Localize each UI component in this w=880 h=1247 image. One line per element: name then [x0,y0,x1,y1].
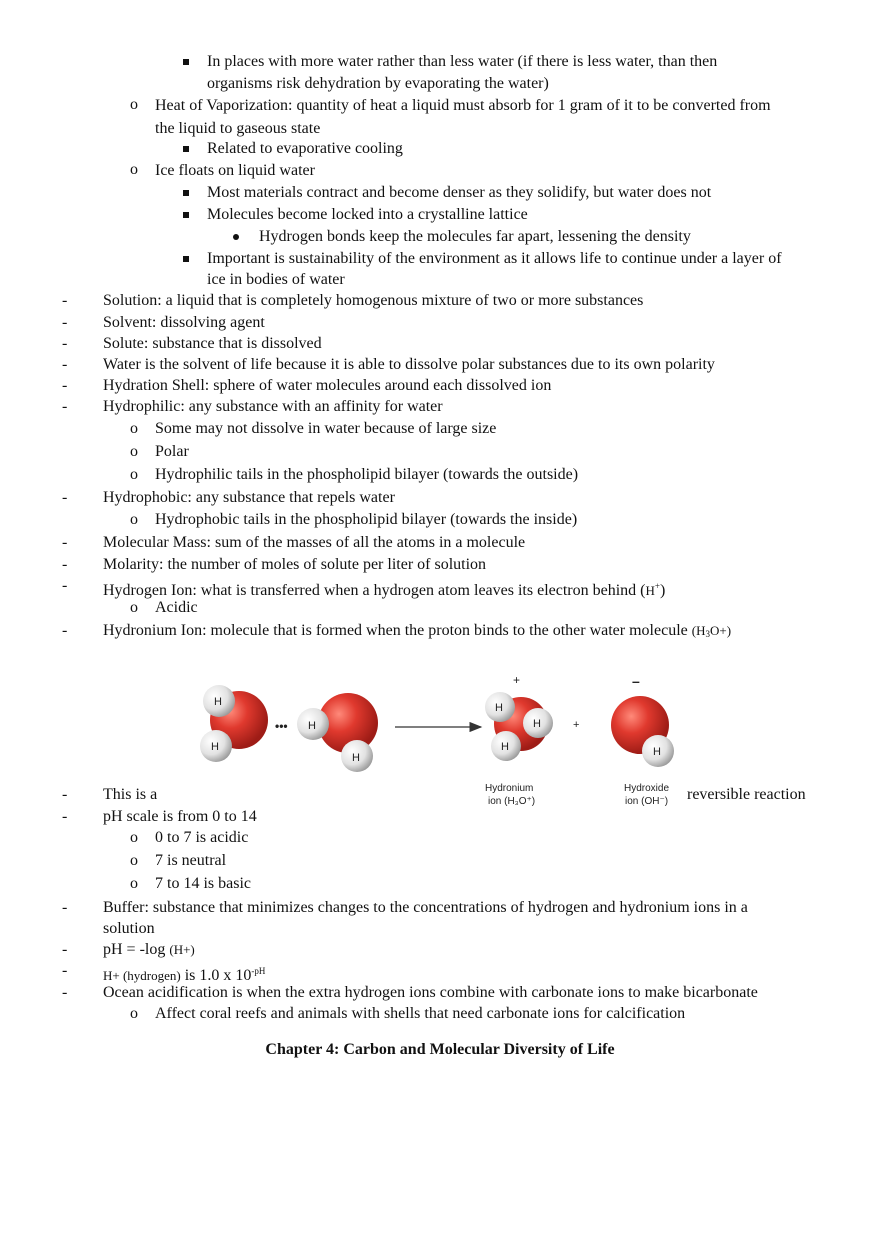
text-line [103,940,195,960]
text-fragment: H [645,583,655,598]
text-fragment: Hydrogen Ion: what is transferred when a hydrogen atom leaves its electron behind ( [103,582,646,599]
text-line: Ice floats on liquid water [155,162,315,179]
text-line: Buffer: substance that minimizes changes to the concentrations of hydrogen and hydronium ions in a [103,899,748,916]
atom-label: H [211,741,219,753]
text-fragment: 3 [705,629,710,639]
text-line: Important is sustainability of the environment as it allows life to continue under a layer of [207,250,782,267]
hydroxide-ion [611,696,674,767]
chapter-heading: Chapter 4: Carbon and Molecular Diversity of Life [265,1041,615,1058]
text-line: Solvent: dissolving agent [103,314,265,331]
hydronium-ion [485,692,553,761]
atom-label: H [533,718,541,730]
dash-bullet: - [62,962,68,979]
dash-bullet: - [62,622,68,639]
circle-bullet-icon: o [130,420,138,437]
dash-bullet: - [62,377,68,394]
text-line: Hydrogen bonds keep the molecules far apart, lessening the density [259,228,691,245]
circle-bullet-icon: o [130,466,138,483]
atom-label: H [495,702,503,714]
circle-bullet-icon: o [130,443,138,460]
positive-charge: + [513,673,521,687]
atom-label: H [501,741,509,753]
hydrogen-bond-dots: ••• [275,719,288,733]
dash-bullet: - [62,335,68,352]
text-line: 7 is neutral [155,852,227,869]
text-line: Acidic [155,599,198,616]
water-molecule [297,693,378,772]
text-line: pH scale is from 0 to 14 [103,808,257,825]
text-line: In places with more water rather than less water (if there is less water, than then [207,53,718,70]
text-line: Solute: substance that is dissolved [103,335,322,352]
circle-bullet-icon: o [130,599,138,616]
text-line: Molecular Mass: sum of the masses of all the atoms in a molecule [103,534,526,551]
hydronium-label: Hydronium [485,783,534,794]
text-line: the liquid to gaseous state [155,120,321,137]
text-line: solution [103,920,155,937]
dash-bullet: - [62,292,68,309]
atom-label: H [352,752,360,764]
text-line: Ocean acidification is when the extra hydrogen ions combine with carbonate ions to make bicarbonate [103,984,758,1001]
dash-bullet: - [62,808,68,825]
hydroxide-label: Hydroxide [624,783,670,794]
plus-sign: + [573,719,580,731]
text-line: Solution: a liquid that is completely homogenous mixture of two or more substances [103,292,644,309]
text-line: Molecules become locked into a crystalline lattice [207,206,528,223]
text-line: Hydration Shell: sphere of water molecules around each dissolved ion [103,377,552,394]
text-fragment: O+) [709,623,732,638]
text-line: Water is the solvent of life because it is able to dissolve polar substances due to its own polarity [103,356,715,373]
square-bullet-icon [183,256,189,262]
dash-bullet: - [62,534,68,551]
square-bullet-icon [183,146,189,152]
text-line: Hydrophilic tails in the phospholipid bilayer (towards the outside) [155,466,579,483]
text-line: 7 to 14 is basic [155,875,251,892]
text-line: Hydrophilic: any substance with an affinity for water [103,398,443,415]
text-line: Related to evaporative cooling [207,140,403,157]
text-fragment: Hydronium Ion: molecule that is formed when the proton binds to the other water molecule [103,622,692,639]
dash-bullet: - [62,489,68,506]
hydronium-label: ion (H₃O⁺) [488,796,536,807]
atom-label: H [214,696,222,708]
text-line: Some may not dissolve in water because of large size [155,420,497,437]
circle-bullet-icon: o [130,829,138,846]
text-fragment: is 1.0 x 10 [180,967,252,984]
square-bullet-icon [183,212,189,218]
text-fragment: H+ (hydrogen) [103,968,181,983]
circle-bullet-icon: o [130,96,138,113]
text-fragment: + [654,581,660,591]
dash-bullet: - [62,786,68,803]
text-line: Polar [155,443,189,460]
text-line: 0 to 7 is acidic [155,829,249,846]
water-dissociation-figure [195,668,685,814]
text-fragment: -pH [251,966,266,976]
text-line: Hydrophobic: any substance that repels water [103,489,395,506]
text-fragment: (H+) [169,942,195,957]
dash-bullet: - [62,356,68,373]
square-bullet-icon [183,190,189,196]
dash-bullet: - [62,314,68,331]
circle-bullet-icon: o [130,511,138,528]
atom-label: H [308,720,316,732]
dash-bullet: - [62,577,68,594]
text-fragment: pH = -log [103,941,170,958]
text-line [103,621,731,644]
text-line: Heat of Vaporization: quantity of heat a liquid must absorb for 1 gram of it to be converted from [155,97,771,114]
dash-bullet: - [62,398,68,415]
circle-bullet-icon: o [130,852,138,869]
atom-label: H [653,746,661,758]
text-line: ice in bodies of water [207,271,345,288]
dot-bullet-icon [233,234,239,240]
text-line: reversible reaction [687,786,806,803]
text-fragment: ) [659,582,666,599]
text-line: Affect coral reefs and animals with shells that need carbonate ions for calcification [155,1005,686,1022]
dash-bullet: - [62,984,68,1001]
hydroxide-label: ion (OH⁻) [625,796,669,807]
negative-charge: – [632,673,640,689]
text-line: Molarity: the number of moles of solute per liter of solution [103,556,487,573]
dash-bullet: - [62,941,68,958]
text-fragment: (H [691,623,706,638]
water-molecule [200,685,268,762]
dash-bullet: - [62,899,68,916]
dash-bullet: - [62,556,68,573]
text-line: Most materials contract and become denser as they solidify, but water does not [207,184,712,201]
square-bullet-icon [183,59,189,65]
circle-bullet-icon: o [130,161,138,178]
circle-bullet-icon: o [130,875,138,892]
text-line: organisms risk dehydration by evaporating the water) [207,75,549,92]
text-line: This is a [103,786,158,803]
circle-bullet-icon: o [130,1005,138,1022]
text-line: Hydrophobic tails in the phospholipid bilayer (towards the inside) [155,511,578,528]
